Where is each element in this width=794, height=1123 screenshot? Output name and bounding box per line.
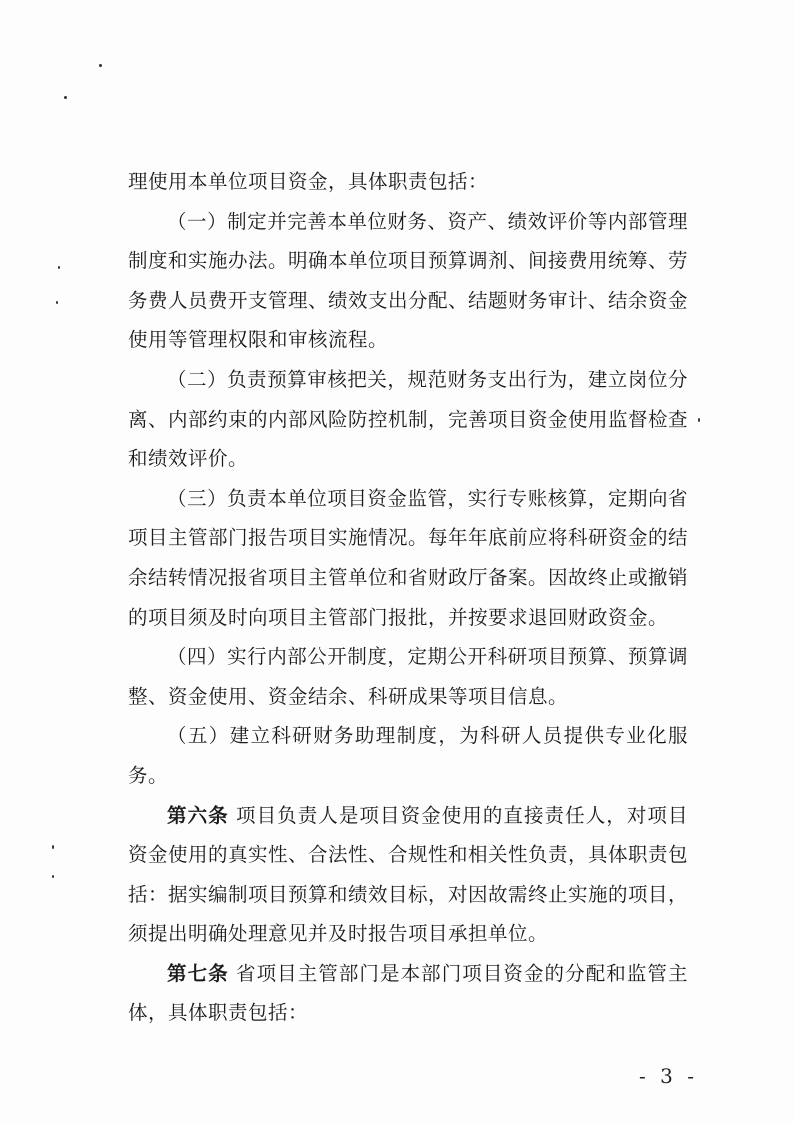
body-text <box>128 162 688 1033</box>
page-number: - 3 - <box>639 1064 698 1088</box>
article-number: 第六条 <box>167 803 229 827</box>
paragraph-4: （三）负责本单位项目资金监管，实行专账核算，定期向省项目主管部门报告项目实施情况。每年年底前应将科研资金的结余结转情况报省项目主管单位和省财政厅备案。因故终止或撤销的项目须及时向项目主管部门报批，并按要求退回财政资金。 <box>128 486 689 629</box>
paragraph-3: （二）负责预算审核把关，规范财务支出行为，建立岗位分离、内部约束的内部风险防控机制，完善项目资金使用监督检查和绩效评价。 <box>128 367 689 471</box>
article-6: 第六条 项目负责人是项目资金使用的直接责任人，对项目资金使用的真实性、合法性、合规性和相关性负责，具体职责包括：据实编制项目预算和绩效目标，对因故需终止实施的项目，须提出明确处理意见并及时报告项目承担单位。 <box>128 803 689 946</box>
paragraph-1: 理使用本单位项目资金，具体职责包括： <box>128 170 489 193</box>
paragraph-6: （五）建立科研财务助理制度，为科研人员提供专业化服务。 <box>128 724 688 787</box>
paragraph-5: （四）实行内部公开制度，定期公开科研项目预算、预算调整、资金使用、资金结余、科研成果等项目信息。 <box>128 645 688 708</box>
scan-speck <box>99 64 102 67</box>
paragraph-2: （一）制定并完善本单位财务、资产、绩效评价等内部管理制度和实施办法。明确本单位项目预算调剂、间接费用统筹、劳务费人员费开支管理、绩效支出分配、结题财务审计、结余资金使用等管理权限和审核流程。 <box>128 209 689 352</box>
article-number: 第七条 <box>167 961 229 985</box>
scan-speck <box>56 301 58 304</box>
scan-speck <box>52 845 54 849</box>
scan-speck <box>52 875 54 878</box>
article-7: 第七条 省项目主管部门是本部门项目资金的分配和监管主体，具体职责包括： <box>128 961 688 1025</box>
scan-speck <box>698 418 700 422</box>
scan-speck <box>58 266 60 269</box>
scan-speck <box>64 96 67 99</box>
